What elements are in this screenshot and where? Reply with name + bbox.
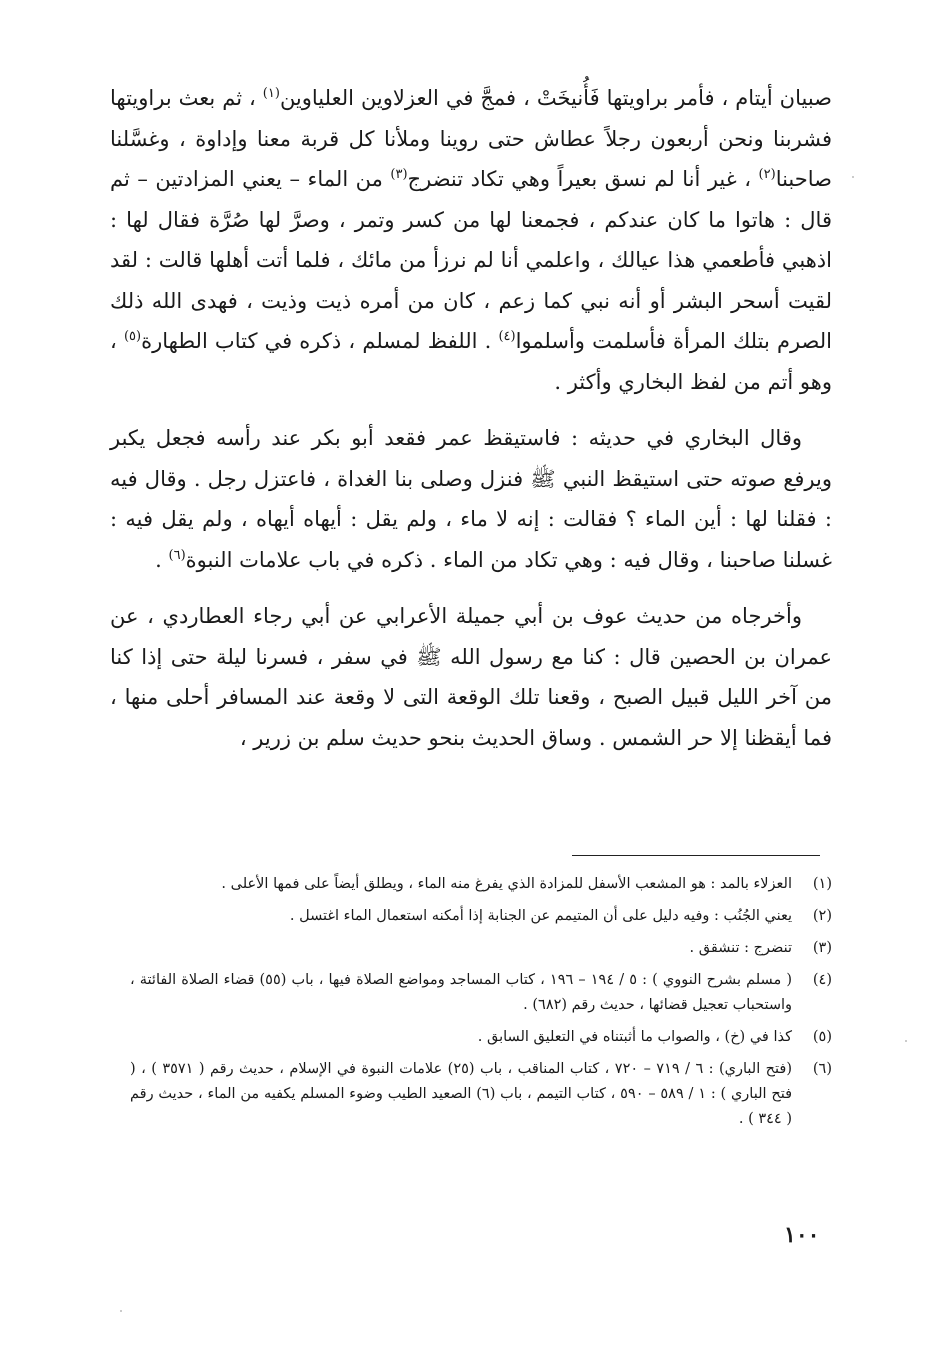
- footnote-ref-2: (٢): [758, 167, 776, 182]
- paragraph-3: [110, 596, 832, 758]
- text-segment: .: [155, 547, 169, 572]
- footnote-4: [130, 968, 832, 1018]
- footnote-2: [130, 904, 832, 929]
- text-segment: وقال البخاري في حديثه : فاستيقظ عمر فقعد أبو بكر عند رأسه فجعل يكبر ويرفع صوته حتى استيقظ النبي ﷺ فنزل وصلى بنا الغداة ، فاعتزل رجل . وقال فيه : فقلنا لها : أين الماء ؟ فقالت : إنه لا ماء ، ولم يقل : أيهاه أيهاه ، ولم يقل فيه : غسلنا صاحبنا ، وقال فيه : وهي تكاد من الماء . ذكره في باب علامات النبوة: [110, 426, 832, 572]
- footnote-text: ( مسلم بشرح النووي ) : ٥ / ١٩٤ – ١٩٦ ، كتاب المساجد ومواضع الصلاة فيها ، باب (٥٥) قضاء الصلاة الفائتة ، واستحباب تعجيل قضائها ، حديث رقم (٦٨٢) .: [130, 972, 793, 1013]
- text-segment: . اللفظ لمسلم ، ذكره في كتاب الطهارة: [141, 329, 499, 353]
- footnote-ref-6: (٦): [168, 547, 186, 563]
- scan-speck: [905, 1040, 907, 1042]
- footnote-number: (٣): [812, 940, 832, 956]
- footnote-5: [130, 1025, 832, 1050]
- footnote-ref-4: (٤): [498, 329, 516, 344]
- footnote-1: [130, 872, 832, 897]
- footnote-text: كذا في (خ) ، والصواب ما أثبتناه في التعليق السابق .: [477, 1029, 792, 1045]
- footnote-ref-5: (٥): [123, 329, 142, 344]
- footnote-ref-1: (١): [262, 86, 280, 101]
- text-segment: ، غير أنا لم نسق بعيراً وهي تكاد تنضرج: [407, 167, 759, 191]
- paragraph-2: [110, 418, 832, 580]
- footnote-6: [130, 1057, 832, 1132]
- footnotes: [130, 872, 832, 1139]
- footnote-separator: [572, 855, 820, 856]
- text-segment: ، وهو أتم من لفظ البخاري وأكثر .: [110, 329, 832, 394]
- footnote-number: (٥): [812, 1029, 832, 1045]
- scan-speck: [120, 1310, 122, 1312]
- footnote-text: (فتح الباري) : ٦ / ٧١٩ – ٧٢٠ ، كتاب المناقب ، باب (٢٥) علامات النبوة في الإسلام ، حديث رقم ( ٣٥٧١ ) ، ( فتح الباري ) : ١ / ٥٨٩ – ٥٩٠ ، كتاب التيمم ، باب (٦) الصعيد الطيب وضوء المسلم يكفيه من الماء ، حديث رقم ( ٣٤٤ ) .: [130, 1061, 793, 1127]
- footnote-text: العزلاء بالمد : هو المشعب الأسفل للمزادة الذي يفرغ منه الماء ، ويطلق أيضاً على فمها الأعلى .: [221, 876, 792, 892]
- footnote-3: [130, 936, 832, 961]
- footnote-text: يعني الجُنُب : وفيه دليل على أن المتيمم عن الجنابة إذا أمكنه استعمال الماء اغتسل .: [289, 908, 792, 924]
- main-text: [110, 78, 832, 774]
- footnote-number: (٦): [812, 1061, 832, 1077]
- text-segment: صبيان أيتام ، فأمر براويتها فَأُنيخَتْ ، فمجَّ في العزلاوين العلياوين: [279, 86, 832, 110]
- text-segment: وأخرجاه من حديث عوف بن أبي جميلة الأعرابي عن أبي رجاء العطاردي ، عن عمران بن الحصين قال : كنا مع رسول الله ﷺ في سفر ، فسرنا ليلة حتى إذا كنا من آخر الليل قبيل الصبح ، وقعنا تلك الوقعة التى لا وقعة عند المسافر أحلى منها ، فما أيقظنا إلا حر الشمس . وساق الحديث بنحو حديث سلم بن زرير ،: [110, 604, 832, 750]
- text-segment: من الماء – يعني المزادتين – ثم قال : هاتوا ما كان عندكم ، فجمعنا لها من كسر وتمر ، وصرَّ لها صُرَّة فقال لها : اذهبي فأطعمي هذا عيالك ، واعلمي أنا لم نرزأ من مائك ، فلما أتت أهلها قالت : لقد لقيت أسحر البشر أو أنه نبي كما زعم ، كان من أمره ذيت وذيت ، فهدى الله ذلك الصرم بتلك المرأة فأسلمت وأسلموا: [110, 167, 832, 353]
- page-number: ١٠٠: [784, 1222, 820, 1248]
- footnote-text: تنضرج : تنشقق .: [689, 940, 792, 956]
- footnote-ref-3: (٣): [390, 167, 408, 182]
- footnote-number: (٢): [812, 908, 832, 924]
- footnote-number: (٤): [812, 972, 832, 988]
- text-segment: ، ثم بعث براويتها فشربنا ونحن أربعون رجلاً عطاش حتى روينا وملأنا كل قربة معنا وإداوة ، وغسَّلنا صاحبنا: [110, 86, 832, 191]
- scan-speck: [852, 176, 854, 178]
- footnote-number: (١): [812, 876, 832, 892]
- paragraph-1: [110, 78, 832, 402]
